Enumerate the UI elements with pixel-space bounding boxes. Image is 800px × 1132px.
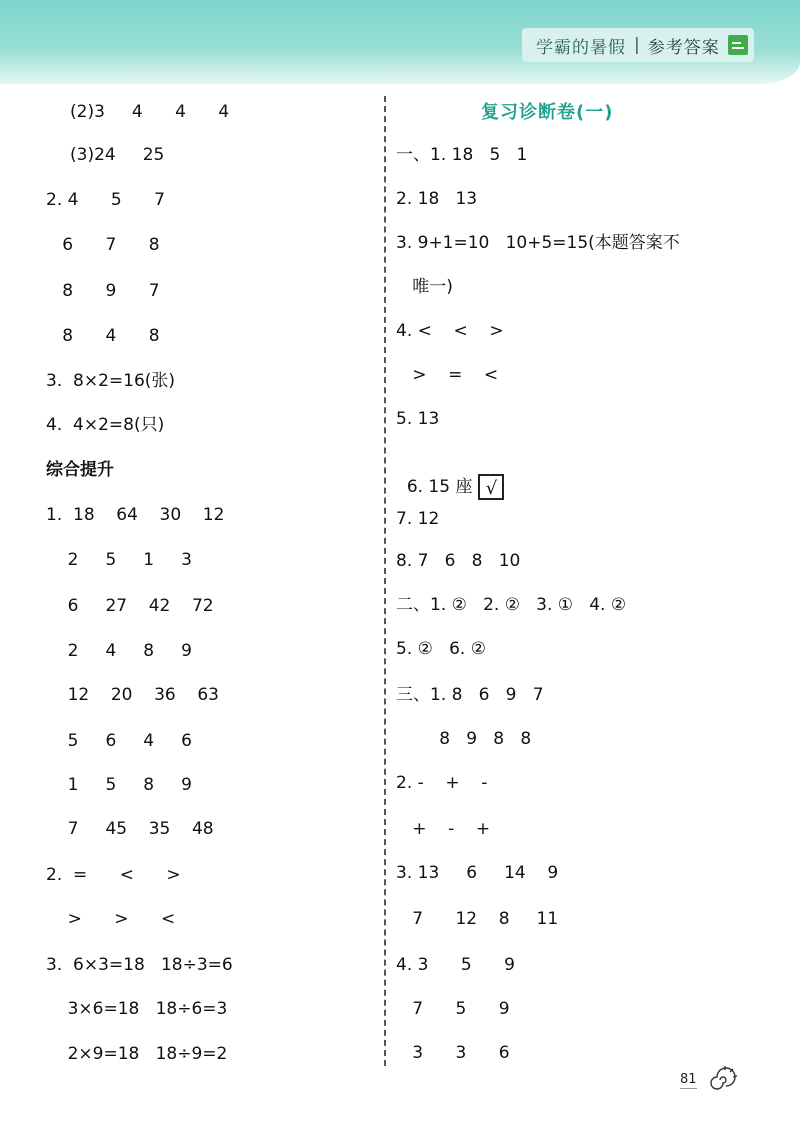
column-divider: [384, 96, 386, 1066]
answer-line: 4. 4×2=8(只): [46, 415, 165, 435]
answer-line: 2. - + -: [396, 773, 488, 793]
answer-line: 4. < < >: [396, 321, 504, 341]
answer-line: 12 20 36 63: [46, 685, 219, 705]
book-icon: [728, 35, 748, 55]
answer-line: 5. 13: [396, 409, 440, 429]
answer-line: 1 5 8 9: [46, 775, 192, 795]
answer-line: 二、1. ② 2. ② 3. ① 4. ②: [396, 595, 627, 615]
answer-line: 8. 7 6 8 10: [396, 551, 521, 571]
answer-line: 2 5 1 3: [46, 550, 192, 570]
answer-line: 4. 3 5 9: [396, 955, 515, 975]
answer-line: 2 4 8 9: [46, 641, 192, 661]
page-number: 81: [680, 1072, 697, 1087]
answer-line: 一、1. 18 5 1: [396, 145, 528, 165]
header-separator: |: [634, 35, 640, 55]
answer-line: 8 9 8 8: [396, 729, 532, 749]
answer-line: 3×6=18 18÷6=3: [46, 999, 228, 1019]
answer-line: > = <: [396, 365, 499, 385]
header-subtitle: 参考答案: [647, 37, 720, 58]
answer-line: 5 6 4 6: [46, 731, 192, 751]
answer-line: 三、1. 8 6 9 7: [396, 685, 544, 705]
answer-line: 7. 12: [396, 509, 440, 529]
check-box: √: [478, 474, 504, 500]
answer-line: > > <: [46, 909, 176, 929]
answer-line: 2×9=18 18÷9=2: [46, 1044, 228, 1064]
answer-line: 1. 18 64 30 12: [46, 505, 225, 525]
section-heading: 综合提升: [46, 460, 114, 480]
answer-line: 3. 6×3=18 18÷3=6: [46, 955, 233, 975]
answer-line: 2. 4 5 7: [46, 190, 165, 210]
section-title: 复习诊断卷(一): [481, 102, 614, 123]
answer-line: 5. ② 6. ②: [396, 639, 486, 659]
answer-line: 6 7 8: [46, 235, 160, 255]
answer-line: 3 3 6: [396, 1043, 510, 1063]
answer-line: 6 27 42 72: [46, 596, 214, 616]
answer-line: 3. 13 6 14 9: [396, 863, 559, 883]
answer-line: 3. 8×2=16(张): [46, 371, 176, 391]
answer-line: 3. 9+1=10 10+5=15(本题答案不: [396, 233, 680, 253]
answer-line: 7 5 9: [396, 999, 510, 1019]
answer-line-with-check: [396, 452, 504, 500]
answer-line: 2. = < >: [46, 865, 181, 885]
answer-line: 8 4 8: [46, 326, 160, 346]
answer-line: 2. 18 13: [396, 189, 478, 209]
answer-line: 唯一): [396, 277, 453, 297]
answer-line: (3)24 25: [70, 145, 165, 165]
header-title-box: [522, 28, 754, 62]
answer-text: 6. 15 座: [406, 477, 473, 497]
answer-line: 7 45 35 48: [46, 819, 214, 839]
book-series-title: 学霸的暑假: [536, 37, 626, 58]
swirl-icon: [708, 1066, 738, 1092]
answer-line: 8 9 7: [46, 281, 160, 301]
answer-line: 7 12 8 11: [396, 909, 559, 929]
answer-line: + - +: [396, 819, 491, 839]
answer-line: (2)3 4 4 4: [70, 102, 230, 122]
